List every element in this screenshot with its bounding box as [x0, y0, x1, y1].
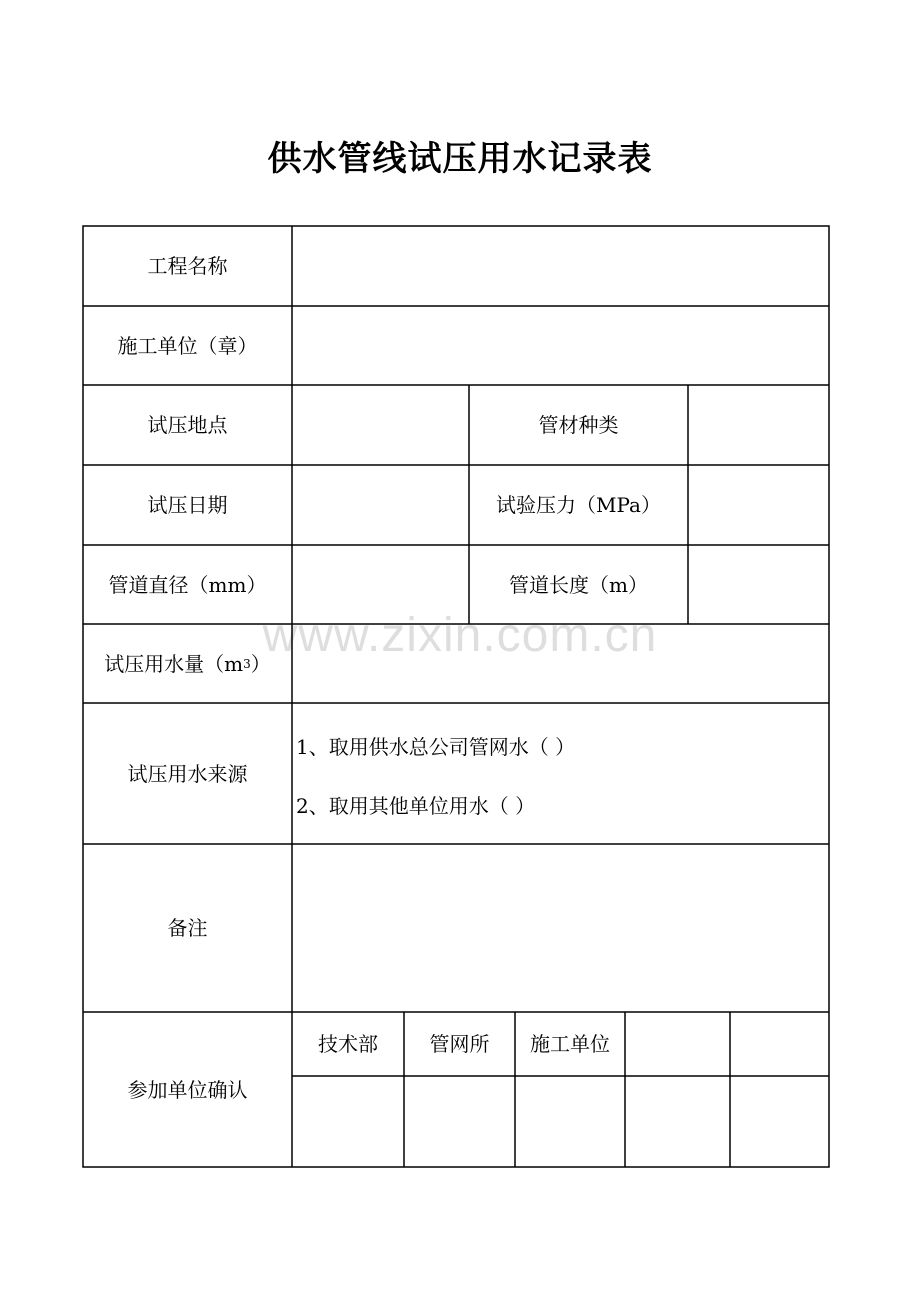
project-name-field[interactable] [292, 226, 829, 306]
participant-unit-construction: 施工单位 [530, 1032, 610, 1056]
signature-extra-1[interactable] [625, 1076, 730, 1167]
signature-network[interactable] [404, 1076, 515, 1167]
test-date-label: 试压日期 [147, 493, 228, 517]
pipe-type-field[interactable] [688, 385, 829, 465]
participant-unit-extra-1 [625, 1012, 730, 1076]
water-source-option-1[interactable]: 1、取用供水总公司管网水（ ） [296, 735, 576, 759]
construction-unit-field[interactable] [292, 306, 829, 385]
pipe-type-label: 管材种类 [538, 413, 619, 437]
test-date-field[interactable] [292, 465, 469, 545]
water-source-option-2[interactable]: 2、取用其他单位用水（ ） [296, 794, 536, 818]
pipe-diameter-label: 管道直径（mm） [108, 572, 267, 597]
pipe-length-label: 管道长度（m） [509, 572, 648, 597]
participant-unit-network: 管网所 [429, 1032, 490, 1056]
test-location-label: 试压地点 [147, 413, 228, 437]
participant-unit-technical: 技术部 [318, 1032, 378, 1056]
test-location-field[interactable] [292, 385, 469, 465]
form-title: 供水管线试压用水记录表 [267, 139, 653, 179]
remarks-label: 备注 [167, 916, 208, 940]
participants-label: 参加单位确认 [127, 1077, 248, 1102]
remarks-field[interactable] [292, 844, 829, 1012]
participant-unit-extra-2 [730, 1012, 829, 1076]
construction-unit-label: 施工单位（章） [117, 333, 258, 358]
signature-extra-2[interactable] [730, 1076, 829, 1167]
project-name-label: 工程名称 [147, 254, 228, 278]
watermark: www.zixin.com.cn [262, 609, 658, 662]
signature-technical[interactable] [292, 1076, 404, 1167]
water-volume-label-text: 试压用水量（m [104, 651, 244, 676]
pipe-diameter-field[interactable] [292, 545, 469, 624]
water-volume-field[interactable] [292, 624, 829, 703]
signature-construction[interactable] [515, 1076, 625, 1167]
water-volume-label-close: ） [250, 651, 271, 676]
water-volume-label: 试压用水量（m 3 ） [104, 651, 271, 676]
test-pressure-label: 试验压力（MPa） [496, 493, 661, 517]
water-source-label: 试压用水来源 [127, 761, 248, 786]
test-pressure-field[interactable] [688, 465, 829, 545]
pipe-length-field[interactable] [688, 545, 829, 624]
